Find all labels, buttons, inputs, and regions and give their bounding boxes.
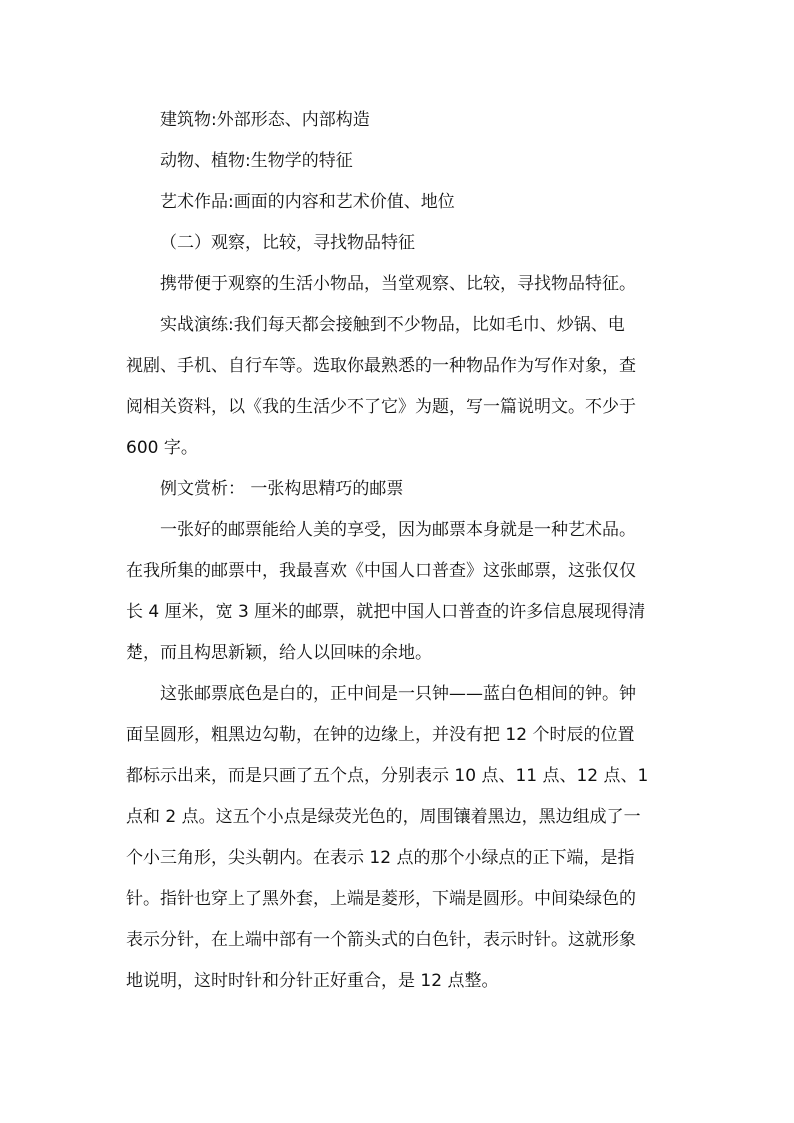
text-line-11: 一张好的邮票能给人美的享受，因为邮票本身就是一种艺术品。 xyxy=(160,520,636,540)
text-line-22: 地说明，这时时针和分针正好重合，是 12 点整。 xyxy=(126,971,499,991)
section-heading: （二）观察，比较，寻找物品特征 xyxy=(160,233,415,253)
text-line-17: 都标示出来，而是只画了五个点，分别表示 10 点、11 点、12 点、1 xyxy=(126,766,649,786)
text-line-5: 携带便于观察的生活小物品，当堂观察、比较，寻找物品特征。 xyxy=(160,274,636,294)
text-line-1: 建筑物:外部形态、内部构造 xyxy=(160,110,370,130)
text-line-19: 个小三角形，尖头朝内。在表示 12 点的那个小绿点的正下端，是指 xyxy=(126,848,635,868)
text-line-12: 在我所集的邮票中，我最喜欢《中国人口普查》这张邮票，这张仅仅 xyxy=(126,561,636,581)
text-line-18: 点和 2 点。这五个小点是绿荧光色的，周围镶着黑边，黑边组成了一 xyxy=(126,807,641,827)
text-line-13: 长 4 厘米，宽 3 厘米的邮票，就把中国人口普查的许多信息展现得清 xyxy=(126,602,646,622)
text-line-21: 表示分针，在上端中部有一个箭头式的白色针，表示时针。这就形象 xyxy=(126,930,636,950)
text-line-20: 针。指针也穿上了黑外套，上端是菱形，下端是圆形。中间染绿色的 xyxy=(126,889,636,909)
text-line-15: 这张邮票底色是白的，正中间是一只钟——蓝白色相间的钟。钟 xyxy=(160,684,636,704)
text-line-14: 楚，而且构思新颖，给人以回味的余地。 xyxy=(126,643,432,663)
text-line-6: 实战演练:我们每天都会接触到不少物品，比如毛巾、炒锅、电 xyxy=(160,315,625,335)
text-line-3: 艺术作品:画面的内容和艺术价值、地位 xyxy=(160,192,455,212)
text-line-8: 阅相关资料，以《我的生活少不了它》为题，写一篇说明文。不少于 xyxy=(126,397,636,417)
text-line-9: 600 字。 xyxy=(126,438,198,458)
text-line-7: 视剧、手机、自行车等。选取你最熟悉的一种物品作为写作对象，查 xyxy=(126,356,636,376)
document-body xyxy=(126,100,680,1002)
text-line-16: 面呈圆形，粗黑边勾勒，在钟的边缘上，并没有把 12 个时辰的位置 xyxy=(126,725,635,745)
example-title: 例文赏析： 一张构思精巧的邮票 xyxy=(160,479,404,499)
text-line-2: 动物、植物:生物学的特征 xyxy=(160,151,353,171)
